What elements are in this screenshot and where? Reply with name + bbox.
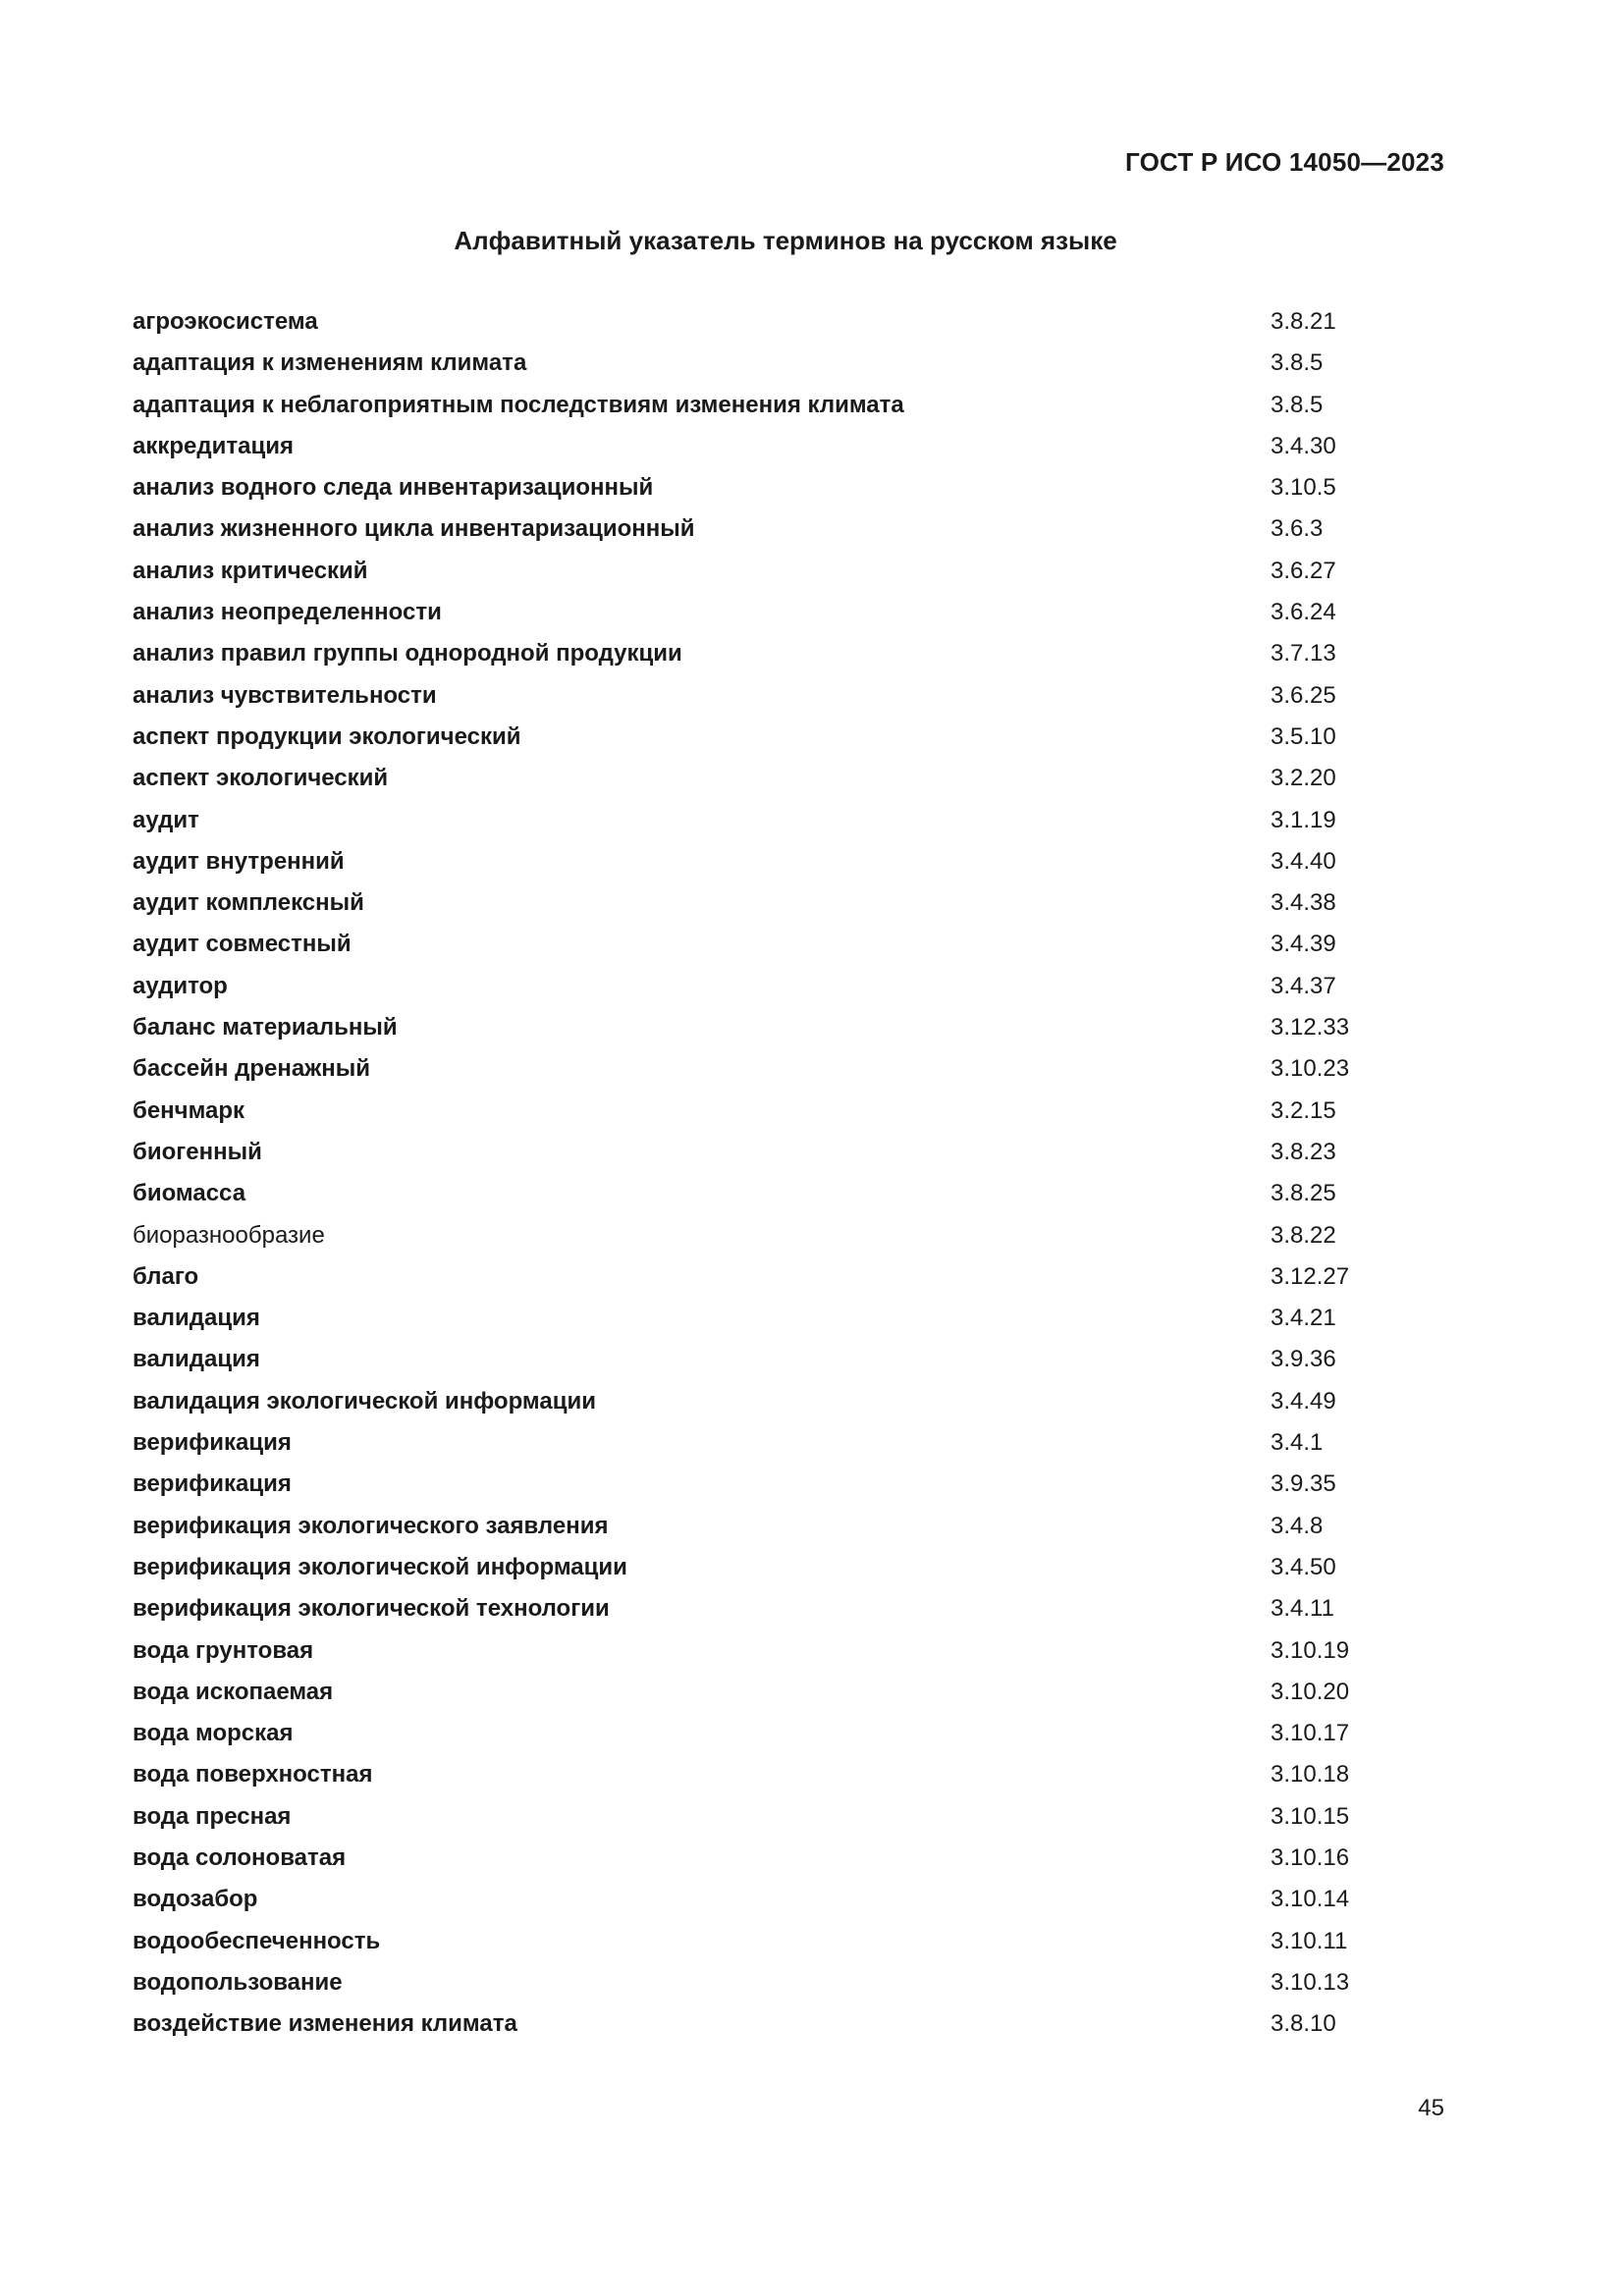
term-name: биомасса <box>133 1180 246 1207</box>
term-row <box>133 1630 1360 1672</box>
term-row <box>133 882 1360 924</box>
term-row <box>133 343 1360 384</box>
term-reference: 3.4.50 <box>1271 1553 1336 1580</box>
term-name: аспект продукции экологический <box>133 722 521 750</box>
term-name: вода солоноватая <box>133 1843 347 1871</box>
term-reference: 3.10.15 <box>1271 1802 1350 1830</box>
term-row <box>133 385 1360 426</box>
term-name: анализ водного следа инвентаризационный <box>133 474 654 502</box>
term-name: верификация <box>133 1429 292 1457</box>
term-name: верификация экологической информации <box>133 1553 627 1580</box>
term-reference: 3.6.3 <box>1271 515 1324 543</box>
term-name: валидация <box>133 1305 260 1332</box>
term-row <box>133 633 1360 674</box>
term-row <box>133 717 1360 758</box>
term-reference: 3.6.24 <box>1271 599 1336 626</box>
term-row <box>133 841 1360 882</box>
term-reference: 3.8.10 <box>1271 2010 1336 2038</box>
term-row <box>133 301 1360 343</box>
term-row <box>133 1007 1360 1048</box>
term-name: валидация <box>133 1346 260 1373</box>
term-reference: 3.10.20 <box>1271 1678 1350 1705</box>
term-reference: 3.8.22 <box>1271 1221 1336 1249</box>
term-name: вода морская <box>133 1720 294 1747</box>
term-reference: 3.12.27 <box>1271 1262 1350 1290</box>
term-row <box>133 2003 1360 2045</box>
term-row <box>133 675 1360 717</box>
term-reference: 3.9.36 <box>1271 1346 1336 1373</box>
term-reference: 3.8.21 <box>1271 308 1336 335</box>
term-row <box>133 1588 1360 1629</box>
term-name: биогенный <box>133 1138 262 1165</box>
term-reference: 3.2.20 <box>1271 765 1336 792</box>
term-row <box>133 1256 1360 1298</box>
term-name: водопользование <box>133 1968 343 1996</box>
term-name: верификация <box>133 1470 292 1498</box>
term-row <box>133 800 1360 841</box>
term-reference: 3.8.5 <box>1271 391 1324 418</box>
term-reference: 3.10.14 <box>1271 1886 1350 1913</box>
term-reference: 3.1.19 <box>1271 806 1336 833</box>
term-reference: 3.4.11 <box>1271 1595 1334 1623</box>
term-name: верификация экологического заявления <box>133 1512 609 1539</box>
term-row <box>133 1921 1360 1962</box>
term-row <box>133 1173 1360 1214</box>
term-name: аудитор <box>133 972 228 999</box>
term-reference: 3.10.23 <box>1271 1055 1350 1083</box>
term-reference: 3.4.38 <box>1271 889 1336 917</box>
term-name: адаптация к изменениям климата <box>133 349 527 377</box>
term-row <box>133 924 1360 965</box>
term-reference: 3.10.16 <box>1271 1843 1350 1871</box>
term-row <box>133 1132 1360 1173</box>
term-name: анализ жизненного цикла инвентаризационный <box>133 515 695 543</box>
term-reference: 3.6.25 <box>1271 681 1336 709</box>
term-reference: 3.10.17 <box>1271 1720 1350 1747</box>
term-row <box>133 1298 1360 1339</box>
term-name: аспект экологический <box>133 765 389 792</box>
term-reference: 3.4.49 <box>1271 1387 1336 1415</box>
page-number: 45 <box>1418 2095 1444 2121</box>
term-row <box>133 467 1360 508</box>
term-name: анализ правил группы однородной продукции <box>133 640 682 667</box>
term-row <box>133 1506 1360 1547</box>
term-reference: 3.4.37 <box>1271 972 1336 999</box>
term-name: аудит совместный <box>133 931 352 958</box>
term-row <box>133 426 1360 467</box>
term-name: верификация экологической технологии <box>133 1595 610 1623</box>
term-name: вода пресная <box>133 1802 292 1830</box>
term-row <box>133 1048 1360 1090</box>
term-reference: 3.4.1 <box>1271 1429 1324 1457</box>
term-row <box>133 1464 1360 1505</box>
term-row <box>133 1879 1360 1920</box>
term-row <box>133 592 1360 633</box>
term-name: водообеспеченность <box>133 1927 381 1954</box>
term-reference: 3.4.40 <box>1271 847 1336 875</box>
index-title: Алфавитный указатель терминов на русском языке <box>454 226 1117 255</box>
term-row <box>133 1754 1360 1795</box>
term-reference: 3.9.35 <box>1271 1470 1336 1498</box>
term-name: благо <box>133 1262 199 1290</box>
term-row <box>133 1962 1360 2003</box>
term-reference: 3.7.13 <box>1271 640 1336 667</box>
term-row <box>133 1215 1360 1256</box>
term-name: вода ископаемая <box>133 1678 334 1705</box>
term-name: аудит комплексный <box>133 889 364 917</box>
term-row <box>133 1422 1360 1464</box>
term-reference: 3.2.15 <box>1271 1096 1336 1124</box>
term-reference: 3.5.10 <box>1271 722 1336 750</box>
term-name: адаптация к неблагоприятным последствиям изменения климата <box>133 391 904 418</box>
term-reference: 3.8.25 <box>1271 1180 1336 1207</box>
term-name: баланс материальный <box>133 1014 398 1041</box>
term-reference: 3.10.19 <box>1271 1636 1350 1664</box>
term-name: воздействие изменения климата <box>133 2010 517 2038</box>
term-reference: 3.8.5 <box>1271 349 1324 377</box>
term-name: вода поверхностная <box>133 1761 373 1789</box>
term-name: аудит внутренний <box>133 847 345 875</box>
term-name: бассейн дренажный <box>133 1055 370 1083</box>
term-name: аккредитация <box>133 432 294 459</box>
term-row <box>133 1838 1360 1879</box>
term-name: агроэкосистема <box>133 308 318 335</box>
term-name: анализ чувствительности <box>133 681 437 709</box>
term-name: анализ неопределенности <box>133 599 442 626</box>
term-row <box>133 1672 1360 1713</box>
document-code: ГОСТ Р ИСО 14050—2023 <box>1124 147 1444 177</box>
term-row <box>133 1091 1360 1132</box>
term-reference: 3.8.23 <box>1271 1138 1336 1165</box>
term-reference: 3.10.18 <box>1271 1761 1350 1789</box>
term-reference: 3.4.21 <box>1271 1305 1336 1332</box>
term-row <box>133 1381 1360 1422</box>
term-row <box>133 1713 1360 1754</box>
term-name: бенчмарк <box>133 1096 245 1124</box>
term-name: вода грунтовая <box>133 1636 314 1664</box>
term-reference: 3.4.30 <box>1271 432 1336 459</box>
term-reference: 3.4.8 <box>1271 1512 1324 1539</box>
term-row <box>133 1547 1360 1588</box>
term-name: валидация экологической информации <box>133 1387 596 1415</box>
term-row <box>133 1796 1360 1838</box>
term-name: водозабор <box>133 1886 258 1913</box>
term-row <box>133 1339 1360 1380</box>
term-name: анализ критический <box>133 557 368 584</box>
term-reference: 3.6.27 <box>1271 557 1336 584</box>
term-index-list <box>133 301 1360 2045</box>
term-row <box>133 966 1360 1007</box>
term-name: аудит <box>133 806 199 833</box>
term-name: биоразнообразие <box>133 1221 325 1249</box>
term-reference: 3.12.33 <box>1271 1014 1350 1041</box>
term-row <box>133 551 1360 592</box>
term-reference: 3.4.39 <box>1271 931 1336 958</box>
term-row <box>133 758 1360 799</box>
term-row <box>133 508 1360 550</box>
term-reference: 3.10.11 <box>1271 1927 1348 1954</box>
term-reference: 3.10.13 <box>1271 1968 1350 1996</box>
term-reference: 3.10.5 <box>1271 474 1336 502</box>
